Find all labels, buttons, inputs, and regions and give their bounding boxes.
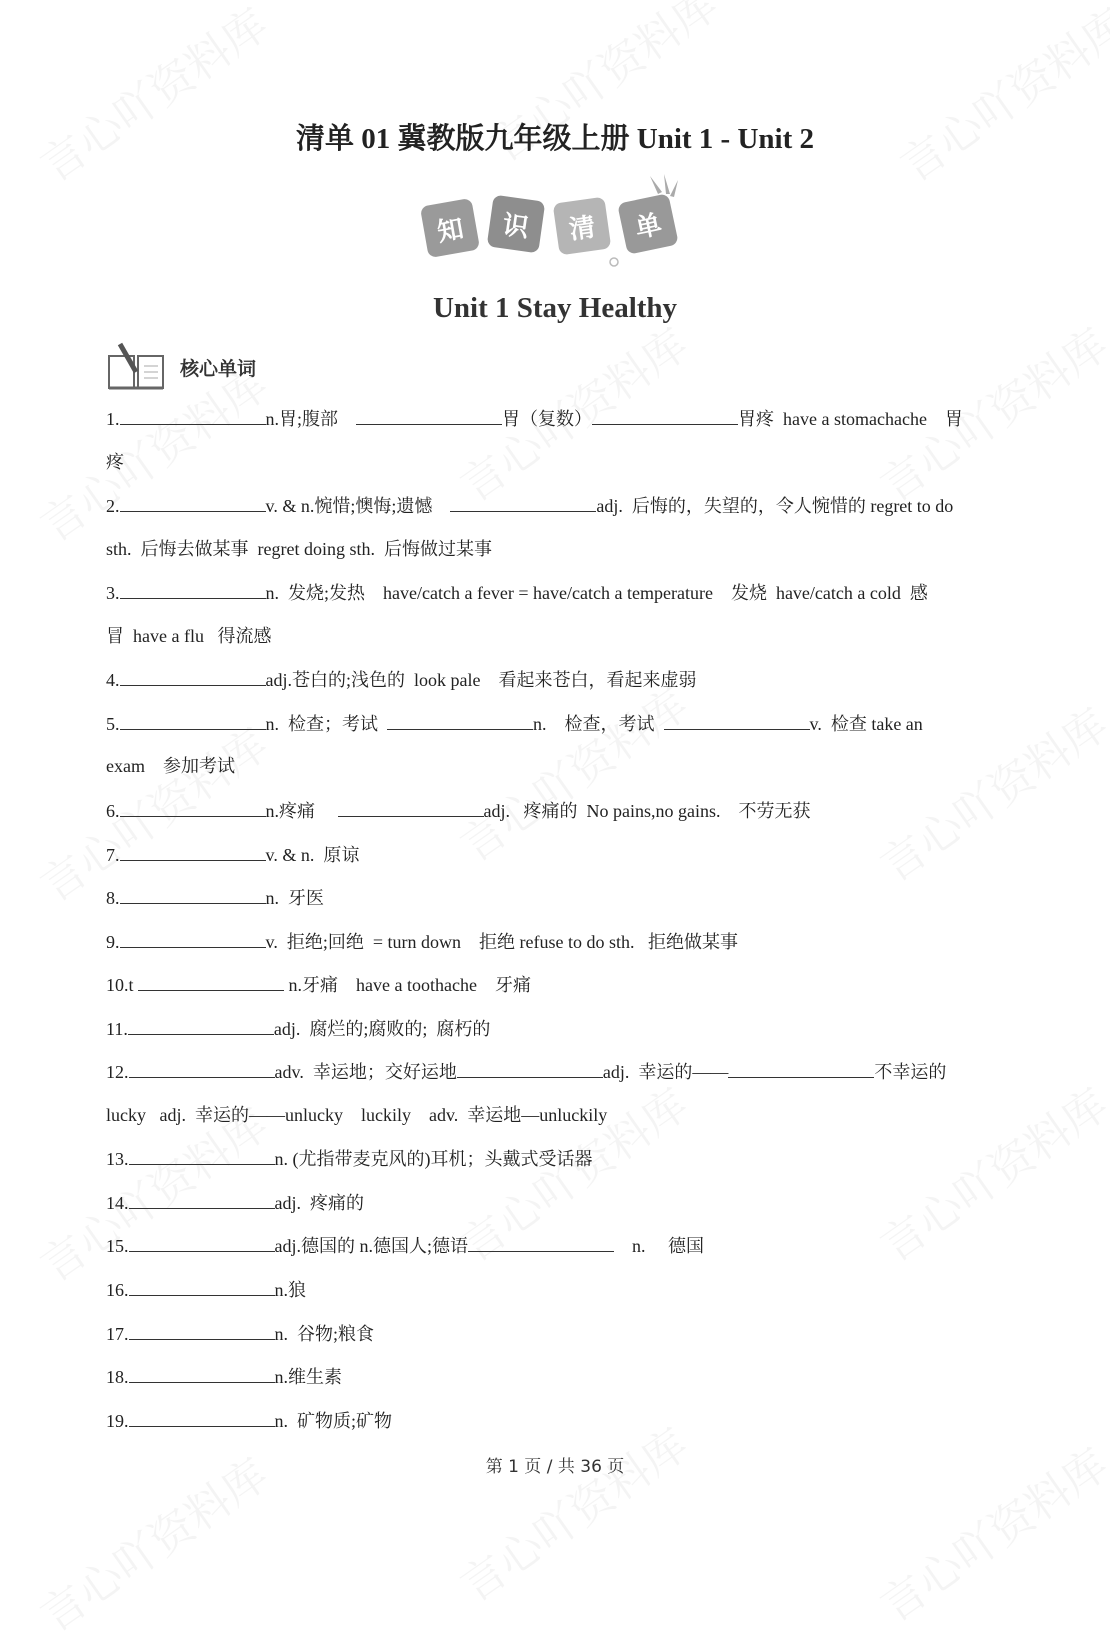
answer-blank[interactable] (120, 798, 266, 817)
page-footer: 第 1 页 / 共 36 页 (485, 1457, 625, 1477)
answer-blank[interactable] (468, 1233, 614, 1252)
logo-tile: 清 (553, 197, 612, 256)
line-text: adj. 疼痛的 (274, 1192, 364, 1213)
answer-blank[interactable] (120, 493, 266, 512)
line-text: 7. (106, 844, 120, 865)
line-text: 18. (106, 1367, 129, 1388)
line-text: 3. (106, 583, 120, 604)
line-text: 1. (106, 409, 120, 429)
logo-tile: 识 (487, 195, 546, 254)
line-text: 17. (106, 1323, 129, 1344)
line-text: v. & n. 原谅 (265, 844, 360, 865)
line-text: 冒 have a flu 得流感 (106, 625, 272, 646)
answer-blank[interactable] (138, 972, 284, 991)
line-text: 19. (106, 1410, 129, 1431)
vocab-line (106, 493, 953, 518)
vocab-line (106, 1408, 392, 1433)
circle-icon (608, 256, 620, 268)
answer-blank[interactable] (457, 1059, 603, 1078)
vocab-line (106, 885, 324, 910)
line-text: 10.t (106, 975, 139, 996)
line-text: v. 检查 take an (809, 713, 923, 734)
vocab-line (106, 842, 359, 867)
vocab-line (106, 1233, 704, 1258)
line-text: 11. (106, 1018, 128, 1039)
answer-blank[interactable] (120, 580, 266, 599)
watermark-text (866, 1070, 1110, 1274)
answer-blank[interactable] (120, 406, 266, 425)
answer-blank[interactable] (728, 1059, 874, 1078)
line-text: lucky adj. 幸运的——unlucky luckily adv. 幸运地—unluckily (106, 1104, 608, 1125)
answer-blank[interactable] (129, 1190, 275, 1209)
answer-blank[interactable] (120, 711, 266, 730)
line-text: 8. (106, 888, 120, 909)
line-text: 4. (106, 670, 120, 691)
line-text: adj.苍白的;浅色的 look pale 看起来苍白，看起来虚弱 (265, 670, 697, 691)
vocab-line (106, 1146, 593, 1171)
line-text: n. 检查，考试 (533, 713, 664, 734)
line-text: n.胃;腹部 (265, 409, 357, 429)
line-text: n.狼 (274, 1280, 306, 1300)
answer-blank[interactable] (128, 1016, 274, 1035)
line-text: 胃疼 have a stomachache 胃 (738, 409, 963, 429)
line-text: 12. (106, 1062, 129, 1083)
line-text: 9. (106, 931, 120, 952)
line-text: n.疼痛 (265, 800, 338, 821)
vocab-line (106, 1277, 306, 1302)
vocab-line (106, 450, 124, 474)
document-title: 清单 01 冀教版九年级上册 Unit 1 - Unit 2 (296, 123, 814, 155)
answer-blank[interactable] (592, 406, 738, 425)
answer-blank[interactable] (450, 493, 596, 512)
line-text: adj. 后悔的，失望的，令人惋惜的 regret to do (596, 496, 954, 517)
watermark-text (26, 0, 279, 194)
vocab-line (106, 798, 810, 823)
line-text: v. 拒绝;回绝 = turn down 拒绝 refuse to do sth. 拒绝做某事 (265, 931, 738, 952)
answer-blank[interactable] (120, 842, 266, 861)
vocab-line (106, 929, 738, 954)
section-label: 核心单词 (180, 358, 257, 380)
line-text: 2. (106, 496, 120, 517)
answer-blank[interactable] (129, 1233, 275, 1252)
watermark-text (446, 670, 699, 874)
line-text: 16. (106, 1280, 129, 1300)
line-text: v. & n.惋惜;懊悔;遗憾 (265, 496, 451, 517)
vocab-line (106, 1059, 946, 1084)
line-text: 13. (106, 1149, 129, 1170)
answer-blank[interactable] (129, 1059, 275, 1078)
answer-blank[interactable] (129, 1277, 275, 1296)
line-text: n.维生素 (274, 1367, 342, 1388)
sparkle-icon (646, 172, 690, 198)
line-text: n. 德国 (614, 1236, 704, 1257)
answer-blank[interactable] (120, 885, 266, 904)
vocab-line (106, 1321, 374, 1346)
vocab-line (106, 667, 696, 692)
line-text: 5. (106, 713, 120, 734)
answer-blank[interactable] (120, 929, 266, 948)
line-text: n. 矿物质;矿物 (274, 1410, 393, 1431)
vocab-line (106, 972, 531, 997)
answer-blank[interactable] (387, 711, 533, 730)
answer-blank[interactable] (129, 1321, 275, 1340)
line-text: 6. (106, 800, 120, 821)
line-text: 不幸运的 (874, 1062, 947, 1083)
line-text: n.牙痛 have a toothache 牙痛 (284, 975, 531, 996)
line-text: n. 检查；考试 (265, 713, 387, 734)
vocab-line (106, 1190, 364, 1215)
vocab-line (106, 1016, 490, 1041)
line-text: adj. 幸运的—— (602, 1062, 729, 1083)
line-text: 15. (106, 1236, 129, 1257)
answer-blank[interactable] (356, 406, 502, 425)
line-text: 14. (106, 1192, 129, 1213)
line-text: n. 牙医 (265, 888, 324, 909)
line-text: sth. 后悔去做某事 regret doing sth. 后悔做过某事 (106, 538, 492, 559)
line-text: 疼 (106, 451, 124, 472)
unit-title: Unit 1 Stay Healthy (432, 292, 678, 324)
watermark-text (886, 0, 1110, 194)
answer-blank[interactable] (120, 667, 266, 686)
line-text: n. 谷物;粮食 (274, 1323, 375, 1344)
line-text: adj. 腐烂的;腐败的; 腐朽的 (273, 1018, 491, 1039)
line-text: n. (尤指带麦克风的)耳机；头戴式受话器 (274, 1149, 593, 1170)
line-text: exam 参加考试 (106, 756, 235, 777)
logo-tile: 知 (420, 198, 480, 258)
line-text: adj.德国的 n.德国人;德语 (274, 1236, 468, 1257)
logo-tile: 单 (617, 193, 679, 255)
answer-blank[interactable] (129, 1146, 275, 1165)
answer-blank[interactable] (338, 798, 484, 817)
answer-blank[interactable] (129, 1408, 275, 1427)
vocab-line (106, 537, 492, 561)
line-text: adj. 疼痛的 No pains,no gains. 不劳无获 (483, 800, 811, 821)
line-text: adv. 幸运地；交好运地 (274, 1062, 457, 1083)
vocab-line (106, 754, 235, 778)
book-pencil-icon (106, 342, 166, 392)
answer-blank[interactable] (664, 711, 810, 730)
vocab-line (106, 711, 923, 736)
vocab-line (106, 1103, 607, 1127)
vocab-line (106, 624, 271, 648)
vocab-line (106, 406, 963, 431)
watermark-text (446, 1410, 699, 1614)
section-header (106, 342, 256, 392)
line-text: 胃（复数） (502, 409, 593, 429)
line-text: n. 发烧;发热 have/catch a fever = have/catch a temperature 发烧 have/catch a cold 感 (265, 583, 928, 604)
knowledge-list-logo (418, 172, 690, 272)
answer-blank[interactable] (129, 1364, 275, 1383)
vocab-line (106, 580, 928, 605)
vocab-line (106, 1364, 342, 1389)
